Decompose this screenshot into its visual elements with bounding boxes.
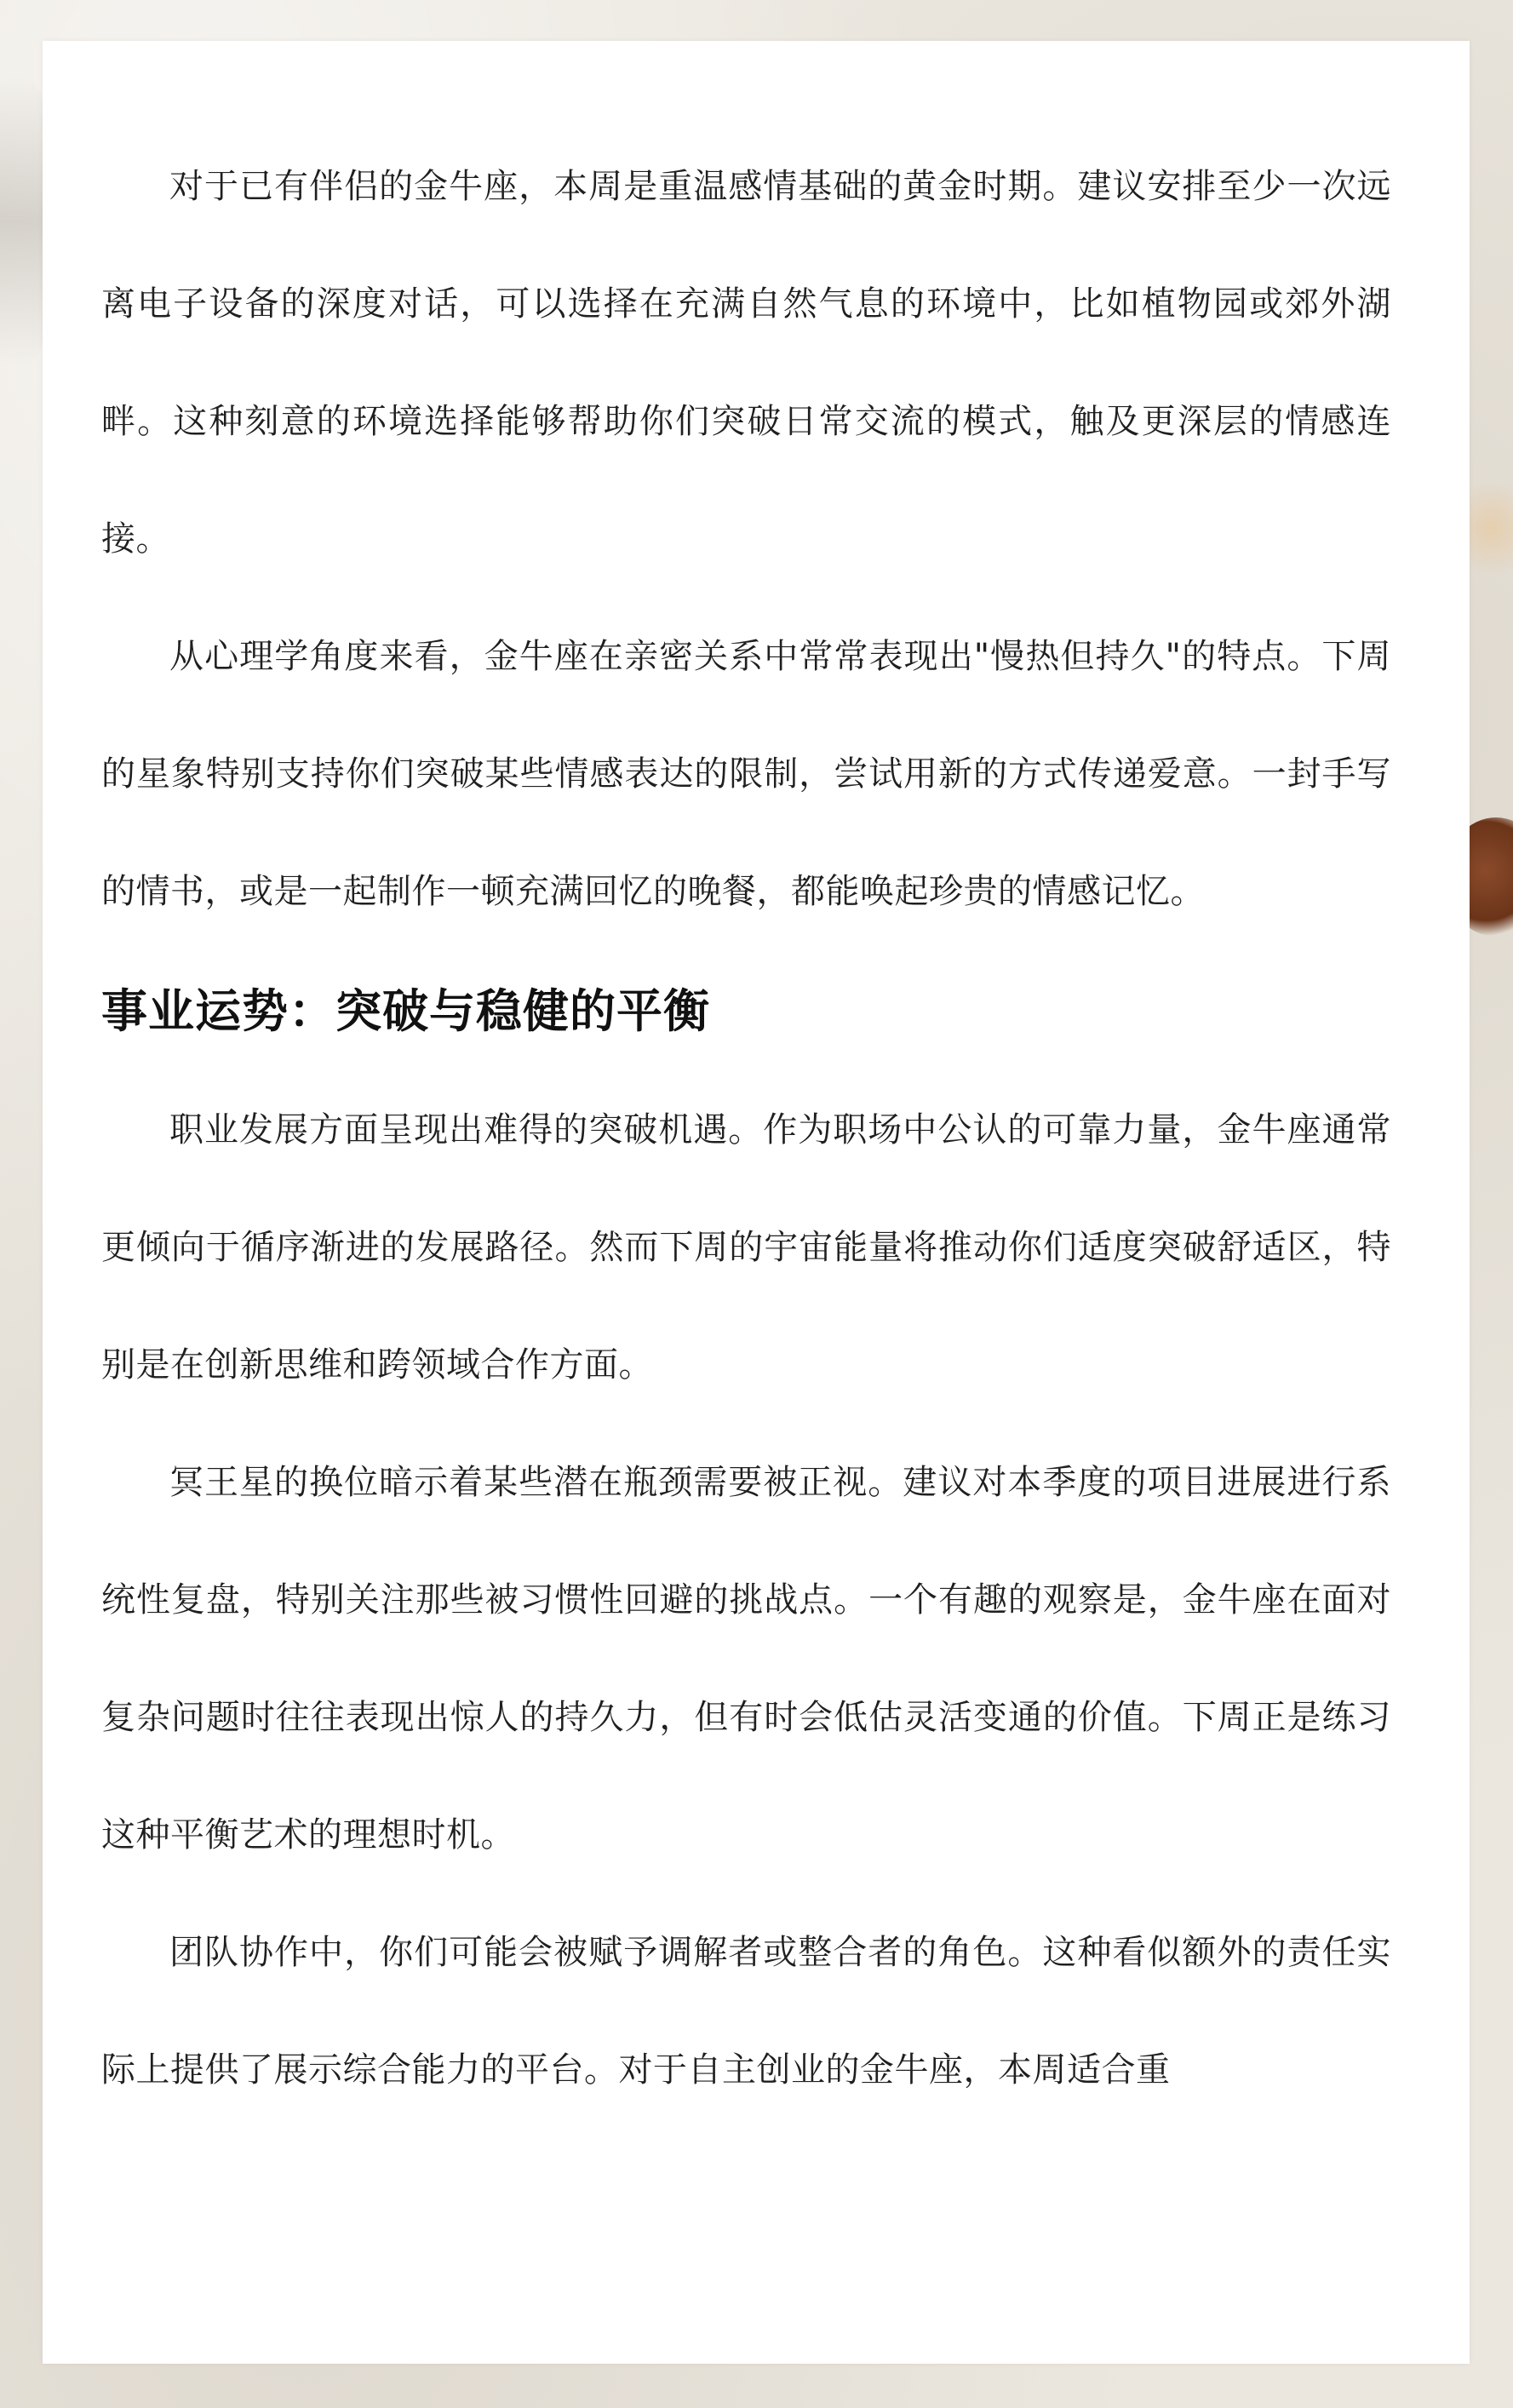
article-paragraph: 对于已有伴侣的金牛座，本周是重温感情基础的黄金时期。建议安排至少一次远离电子设备的深度对话，可以选择在充满自然气息的环境中，比如植物园或郊外湖畔。这种刻意的环境选择能够帮助你们突破日常交流的模式，触及更深层的情感连接。 xyxy=(101,167,1391,559)
article-paragraph: 从心理学角度来看，金牛座在亲密关系中常常表现出"慢热但持久"的特点。下周的星象特别支持你们突破某些情感表达的限制，尝试用新的方式传递爱意。一封手写的情书，或是一起制作一顿充满回忆的晚餐，都能唤起珍贵的情感记忆。 xyxy=(101,637,1391,911)
article-paragraph: 冥王星的换位暗示着某些潜在瓶颈需要被正视。建议对本季度的项目进展进行系统性复盘，特别关注那些被习惯性回避的挑战点。一个有趣的观察是，金牛座在面对复杂问题时往往表现出惊人的持久力，但有时会低估灵活变通的价值。下周正是练习这种平衡艺术的理想时机。 xyxy=(101,1463,1391,1855)
background-leaf-decoration xyxy=(0,77,43,366)
article-paragraph: 团队协作中，你们可能会被赋予调解者或整合者的角色。这种看似额外的责任实际上提供了展示综合能力的平台。对于自主创业的金牛座，本周适合重 xyxy=(101,1933,1391,2090)
article-paragraph: 职业发展方面呈现出难得的突破机遇。作为职场中公认的可靠力量，金牛座通常更倾向于循序渐进的发展路径。然而下周的宇宙能量将推动你们适度突破舒适区，特别是在创新思维和跨领域合作方面。 xyxy=(101,1110,1391,1385)
section-heading: 事业运势：突破与稳健的平衡 xyxy=(101,984,710,1038)
article-content xyxy=(101,128,1391,2129)
